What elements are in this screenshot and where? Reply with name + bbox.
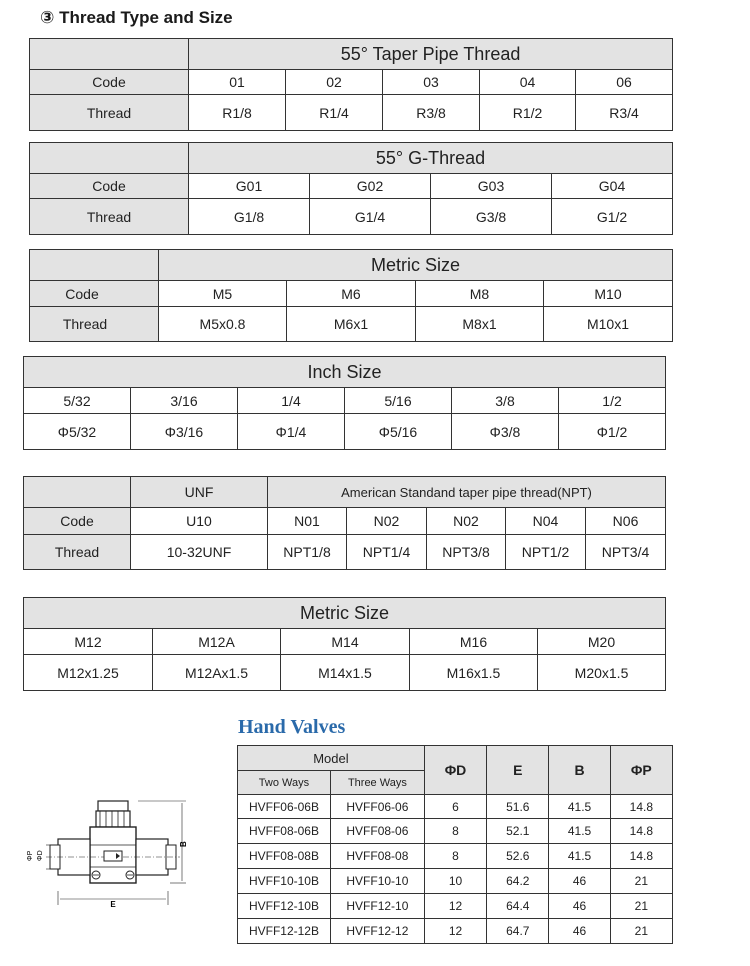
three-ways-cell: HVFF08-08 [330,844,424,869]
three-ways-cell: HVFF12-10 [330,894,424,919]
d-cell: 6 [424,795,486,819]
thread-cell: M12x1.25 [24,655,153,691]
table-row [238,919,673,944]
thread-cell: R3/8 [383,95,480,131]
hand-valves-title: Hand Valves [238,716,346,738]
code-cell: M6 [287,281,416,307]
code-cell: 02 [286,70,383,95]
code-cell: 06 [576,70,673,95]
p-cell: 21 [610,919,672,944]
b-cell: 41.5 [549,844,610,869]
thread-cell: M14x1.5 [281,655,410,691]
code-cell: G04 [552,174,673,199]
thread-cell: M5x0.8 [159,307,287,342]
code-cell: M12 [24,629,153,655]
table-row [238,819,673,844]
thread-label: Thread [24,535,131,570]
code-cell: G03 [431,174,552,199]
thread-cell: R1/2 [480,95,576,131]
e-cell: 64.2 [487,869,549,894]
code-cell: M12A [153,629,281,655]
two-ways-cell: HVFF06-06B [238,795,331,819]
thread-label: Thread [30,307,159,342]
code-cell: 03 [383,70,480,95]
p-cell: 21 [610,869,672,894]
two-ways-cell: HVFF12-12B [238,919,331,944]
diameter-cell: Φ1/4 [238,414,345,450]
unf-npt-table [23,476,666,570]
col-b-header: B [549,746,610,795]
b-cell: 46 [549,894,610,919]
thread-cell: M12Ax1.5 [153,655,281,691]
size-cell: 5/32 [24,388,131,414]
corner-cell [30,143,189,174]
table-row [238,844,673,869]
thread-cell: R1/4 [286,95,383,131]
valve-handle [98,801,128,811]
three-ways-cell: HVFF10-10 [330,869,424,894]
table-row [238,869,673,894]
e-cell: 52.6 [487,844,549,869]
b-cell: 46 [549,919,610,944]
diameter-cell: Φ1/2 [559,414,666,450]
d-cell: 10 [424,869,486,894]
dimension-d-label: ΦD [37,850,44,861]
three-ways-header: Three Ways [330,771,424,795]
npt-code-cell: N01 [268,508,347,535]
e-cell: 64.7 [487,919,549,944]
d-cell: 8 [424,819,486,844]
size-cell: 1/4 [238,388,345,414]
code-label: Code [30,281,159,307]
thread-label: Thread [30,95,189,131]
thread-cell: M6x1 [287,307,416,342]
two-ways-cell: HVFF08-06B [238,819,331,844]
two-ways-cell: HVFF10-10B [238,869,331,894]
code-cell: M14 [281,629,410,655]
three-ways-cell: HVFF06-06 [330,795,424,819]
thread-cell: G1/2 [552,199,673,235]
table-row [238,795,673,819]
metric-large-header: Metric Size [24,598,666,629]
diameter-cell: Φ3/8 [452,414,559,450]
two-ways-cell: HVFF08-08B [238,844,331,869]
metric-size-large-table [23,597,666,691]
d-cell: 8 [424,844,486,869]
unf-code-cell: U10 [131,508,268,535]
code-label: Code [30,70,189,95]
code-label: Code [24,508,131,535]
size-cell: 5/16 [345,388,452,414]
unf-header: UNF [131,477,268,508]
b-cell: 41.5 [549,819,610,844]
thread-cell: M8x1 [416,307,544,342]
p-cell: 14.8 [610,819,672,844]
code-cell: 04 [480,70,576,95]
g-thread-table [29,142,673,235]
thread-cell: M20x1.5 [538,655,666,691]
hand-valves-table [237,745,673,944]
npt-thread-cell: NPT1/2 [506,535,586,570]
two-ways-header: Two Ways [238,771,331,795]
d-cell: 12 [424,919,486,944]
e-cell: 51.6 [487,795,549,819]
taper-header: 55° Taper Pipe Thread [189,39,673,70]
code-cell: M20 [538,629,666,655]
col-e-header: E [487,746,549,795]
thread-cell: R3/4 [576,95,673,131]
b-cell: 46 [549,869,610,894]
npt-thread-cell: NPT3/4 [586,535,666,570]
d-cell: 12 [424,894,486,919]
npt-code-cell: N02 [427,508,506,535]
model-header: Model [238,746,425,771]
two-ways-cell: HVFF12-10B [238,894,331,919]
code-cell: G02 [310,174,431,199]
three-ways-cell: HVFF12-12 [330,919,424,944]
e-cell: 52.1 [487,819,549,844]
thread-label: Thread [30,199,189,235]
corner-cell [30,39,189,70]
code-cell: M5 [159,281,287,307]
taper-pipe-thread-table [29,38,673,131]
diameter-cell: Φ5/32 [24,414,131,450]
npt-header: American Standand taper pipe thread(NPT) [268,477,666,508]
metric-header: Metric Size [159,250,673,281]
b-cell: 41.5 [549,795,610,819]
three-ways-cell: HVFF08-06 [330,819,424,844]
thread-cell: M10x1 [544,307,673,342]
dimension-e-label: E [110,900,116,909]
e-cell: 64.4 [487,894,549,919]
code-cell: M8 [416,281,544,307]
npt-thread-cell: NPT3/8 [427,535,506,570]
inch-header: Inch Size [24,357,666,388]
right-fitting [136,839,168,875]
code-cell: M10 [544,281,673,307]
hand-valve-drawing [20,795,190,910]
thread-cell: M16x1.5 [410,655,538,691]
corner-cell [30,250,159,281]
p-cell: 14.8 [610,795,672,819]
col-d-header: ΦD [424,746,486,795]
corner-cell [24,477,131,508]
unf-thread-cell: 10-32UNF [131,535,268,570]
size-cell: 3/8 [452,388,559,414]
diameter-cell: Φ5/16 [345,414,452,450]
thread-cell: G1/8 [189,199,310,235]
p-cell: 21 [610,894,672,919]
col-p-header: ΦP [610,746,672,795]
size-cell: 1/2 [559,388,666,414]
npt-code-cell: N04 [506,508,586,535]
inch-size-table [23,356,666,450]
npt-thread-cell: NPT1/8 [268,535,347,570]
code-cell: G01 [189,174,310,199]
dimension-b-label: B [179,841,188,847]
p-cell: 14.8 [610,844,672,869]
section-title: ③ Thread Type and Size [40,8,233,27]
code-cell: 01 [189,70,286,95]
thread-cell: G1/4 [310,199,431,235]
table-row [238,894,673,919]
diameter-cell: Φ3/16 [131,414,238,450]
code-label: Code [30,174,189,199]
size-cell: 3/16 [131,388,238,414]
npt-code-cell: N02 [347,508,427,535]
thread-cell: G3/8 [431,199,552,235]
thread-cell: R1/8 [189,95,286,131]
valve-stem [96,811,130,827]
code-cell: M16 [410,629,538,655]
g-thread-header: 55° G-Thread [189,143,673,174]
npt-thread-cell: NPT1/4 [347,535,427,570]
metric-size-table [29,249,673,342]
npt-code-cell: N06 [586,508,666,535]
dimension-p-label: ΦP [27,850,34,861]
